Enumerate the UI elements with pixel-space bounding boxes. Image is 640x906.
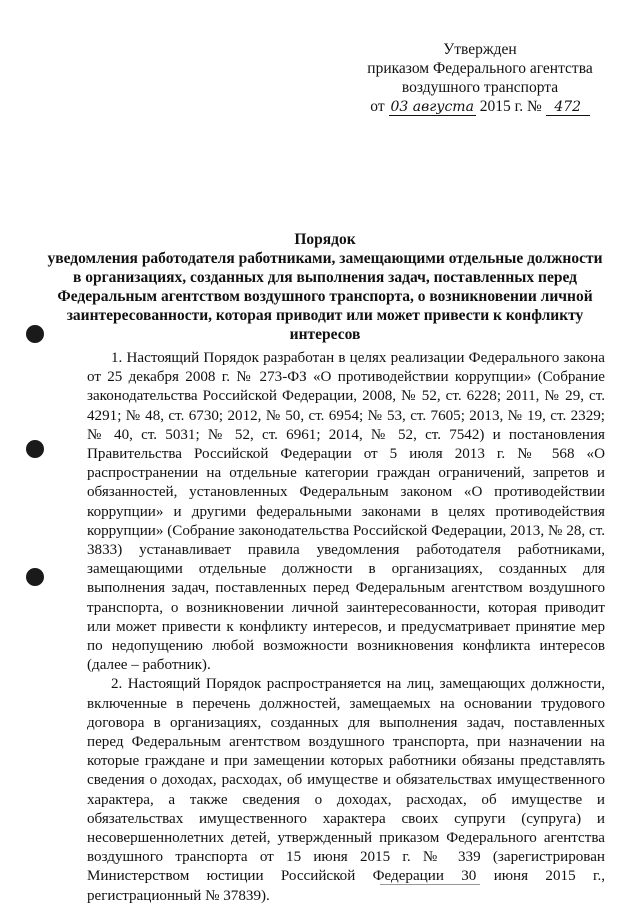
handwritten-order-number: 472	[546, 99, 590, 116]
title-line: Федеральным агентством воздушного транспорта, о возникновении личной	[57, 288, 593, 305]
approval-block	[330, 40, 630, 116]
approval-date-prefix: от	[370, 98, 385, 115]
approval-line-order: приказом Федерального агентства	[367, 60, 593, 77]
handwritten-date: 03 августа	[390, 99, 474, 115]
title-heading: Порядок	[294, 231, 356, 248]
title-line: в организациях, созданных для выполнения задач, поставленных перед	[73, 269, 577, 286]
paragraph-2: 2. Настоящий Порядок распространяется на лиц, замещающих должности, включенные в перечень должностей, замещаемых на основании трудового договора в организациях, созданных для выполнения задач, поставленных перед Федеральным агентством воздушного транспорта, при назначении на которые граждане и при замещении которых работники обязаны представлять сведения о доходах, расходах, об имуществе и обязательствах имущественного характера, а также сведения о доходах, расходах, об имуществе и обязательствах имущественного характера своих супруги (супруга) и несовершеннолетних детей, утвержденный приказом Федерального агентства воздушного транспорта от 15 июня 2015 г. № 339 (зарегистрирован Министерством юстиции Российской Федерации 30 июня 2015 г., регистрационный № 37839).	[87, 676, 605, 904]
document-body	[87, 349, 605, 906]
document-title	[40, 230, 610, 344]
title-line: уведомления работодателя работниками, замещающими отдельные должности	[47, 250, 603, 267]
punch-hole-mark	[26, 440, 44, 458]
approval-year: 2015 г. №	[479, 98, 542, 115]
approval-line-date	[330, 97, 630, 116]
punch-hole-mark	[26, 568, 44, 586]
punch-hole-mark	[26, 325, 44, 343]
approval-line-approved: Утвержден	[443, 41, 517, 58]
footer-divider	[380, 884, 480, 885]
title-line: заинтересованности, которая приводит или может привести к конфликту	[66, 307, 584, 324]
paragraph-1: 1. Настоящий Порядок разработан в целях реализации Федерального закона от 25 декабря 2008 г. № 273-ФЗ «О противодействии коррупции» (Собрание законодательства Российской Федерации, 2008, № 52, ст. 6228; 2011, № 29, ст. 4291; № 48, ст. 6730; 2012, № 50, ст. 6954; № 53, ст. 7605; 2013, № 19, ст. 2329; № 40, ст. 5031; № 52, ст. 6961; 2014, № 52, ст. 7542) и постановления Правительства Российской Федерации от 5 июля 2013 г. № 568 «О распространении на отдельные категории граждан ограничений, запретов и обязанностей, установленных Федеральным законом «О противодействии коррупции» и другими федеральными законами в целях противодействия коррупции» (Собрание законодательства Российской Федерации, 2013, № 28, ст. 3833) устанавливает правила уведомления работодателя работниками, замещающими отдельные должности в организациях, созданных для выполнения задач, поставленных перед Федеральным агентством воздушного транспорта, о возникновении личной заинтересованности, которая приводит или может привести к конфликту интересов, и предусматривает принятие мер по недопущению любой возможности возникновения конфликта интересов (далее – работник).	[87, 350, 605, 674]
approval-line-agency: воздушного транспорта	[401, 79, 559, 96]
title-line: интересов	[289, 326, 361, 343]
